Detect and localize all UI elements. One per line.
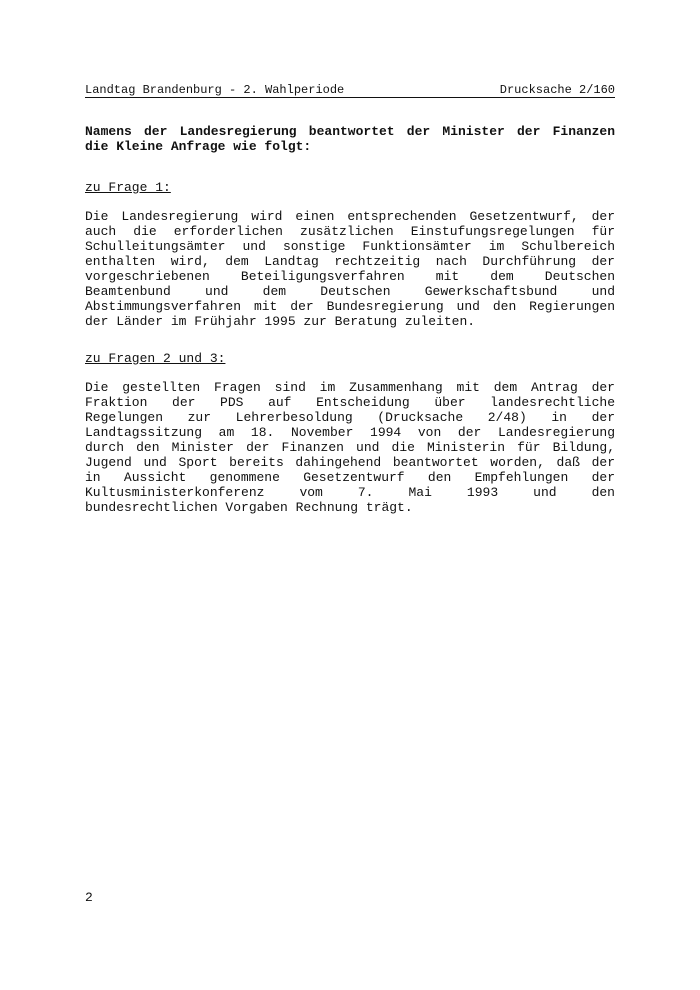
answer-paragraph-questions-2-3: [85, 380, 615, 515]
paragraph-line: auch die erforderlichen zusätzlichen Einstufungsregelungen für: [85, 224, 615, 239]
paragraph-line: Regelungen zur Lehrerbesoldung (Drucksache 2/48) in der: [85, 410, 615, 425]
section-heading-questions-2-3: zu Fragen 2 und 3:: [85, 351, 226, 366]
paragraph-line: Kultusministerkonferenz vom 7. Mai 1993 und den: [85, 485, 615, 500]
paragraph-line: Jugend und Sport bereits dahingehend beantwortet worden, daß der: [85, 455, 615, 470]
paragraph-line: Abstimmungsverfahren mit der Bundesregierung und den Regierungen: [85, 299, 615, 314]
paragraph-line: Die gestellten Fragen sind im Zusammenhang mit dem Antrag der: [85, 380, 615, 395]
paragraph-line: bundesrechtlichen Vorgaben Rechnung trägt.: [85, 500, 413, 515]
paragraph-line: in Aussicht genommene Gesetzentwurf den Empfehlungen der: [85, 470, 615, 485]
paragraph-line: vorgeschriebenen Beteiligungsverfahren mit dem Deutschen: [85, 269, 615, 284]
intro-statement: [85, 124, 615, 154]
intro-line-1: Namens der Landesregierung beantwortet der Minister der Finanzen: [85, 124, 615, 139]
answer-paragraph-question-1: [85, 209, 615, 329]
paragraph-line: Beamtenbund und dem Deutschen Gewerkschaftsbund und: [85, 284, 615, 299]
paragraph-line: Landtagssitzung am 18. November 1994 von der Landesregierung: [85, 425, 615, 440]
paragraph-line: enthalten wird, dem Landtag rechtzeitig nach Durchführung der: [85, 254, 615, 269]
paragraph-line: Schulleitungsämter und sonstige Funktionsämter im Schulbereich: [85, 239, 615, 254]
header-left-text: Landtag Brandenburg - 2. Wahlperiode: [85, 83, 345, 97]
paragraph-line: der Länder im Frühjahr 1995 zur Beratung zuleiten.: [85, 314, 476, 329]
section-heading-question-1: zu Frage 1:: [85, 180, 171, 195]
paragraph-line: durch den Minister der Finanzen und die Ministerin für Bildung,: [85, 440, 615, 455]
intro-line-2: die Kleine Anfrage wie folgt:: [85, 139, 312, 154]
page-number: 2: [85, 890, 93, 905]
paragraph-line: Die Landesregierung wird einen entsprechenden Gesetzentwurf, der: [85, 209, 615, 224]
running-header: [85, 83, 615, 98]
header-document-number: Drucksache 2/160: [499, 83, 615, 97]
paragraph-line: Fraktion der PDS auf Entscheidung über landesrechtliche: [85, 395, 615, 410]
